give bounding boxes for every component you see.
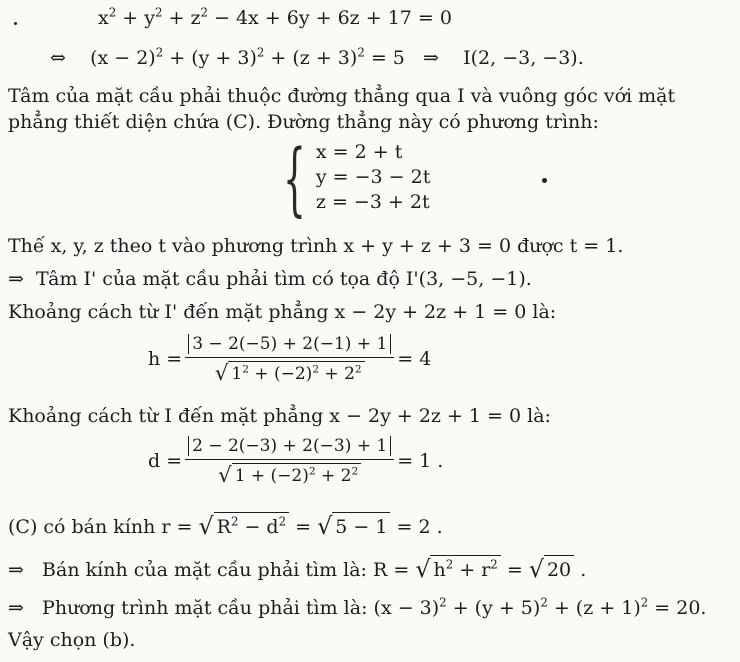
param-x: x = 2 + t: [315, 141, 403, 163]
equation-sphere-canonical: ⇔ $(x - 2)^2 + (y + 3)^2 + (z + 3)^2 = 5$ ⇒ I(2, −3, −3).: [50, 45, 584, 69]
paragraph-center-line-2: phẳng thiết diện chứa (C). Đường thẳng này có phương trình:: [8, 111, 599, 133]
fraction-d: 2 − 2(−3) + 2(−3) + 1 √ $1 + (-2)^2 + 2^2$: [185, 436, 394, 487]
scan-dot-right: [542, 178, 547, 183]
paragraph-sphere-equation: ⇒ Phương trình mặt cầu phải tìm là: $(x - 3)^2 + (y + 5)^2 + (z + 1)^2 = 20$.: [8, 595, 707, 619]
formula-h: h = 3 − 2(−5) + 2(−1) + 1 √ $1^2 + (-2)^2 + 2^2$ = 4: [148, 334, 432, 386]
scan-dot-left: [14, 22, 17, 25]
equation-sphere: $x^2 + y^2 + z^2 - 4x + 6y + 6z + 17 = 0$: [98, 5, 452, 29]
paragraph-answer: Vậy chọn (b).: [8, 629, 136, 651]
paragraph-center-line-1: Tâm của mặt cầu phải thuộc đường thẳng qua I và vuông góc với mặt: [8, 85, 676, 107]
param-y: y = −3 − 2t: [315, 166, 431, 188]
paragraph-substitute: Thế x, y, z theo t vào phương trình x + y + z + 3 = 0 được t = 1.: [8, 235, 624, 257]
paragraph-distance-h: Khoảng cách từ I' đến mặt phẳng x − 2y + 2z + 1 = 0 là:: [8, 301, 557, 323]
brace: {: [283, 132, 306, 225]
paragraph-radius-r: (C) có bán kính r = √ $R^2 - d^2$ = √ 5 − 1 = 2 .: [8, 512, 443, 541]
fraction-h: 3 − 2(−5) + 2(−1) + 1 √ $1^2 + (-2)^2 + 2^2$: [185, 334, 394, 385]
paragraph-radius-R: ⇒ Bán kính của mặt cầu phải tìm là: R = √ $h^2 + r^2$ = √ 20 .: [8, 555, 587, 584]
paragraph-distance-d: Khoảng cách từ I đến mặt phẳng x − 2y + 2z + 1 = 0 là:: [8, 405, 551, 427]
formula-d: d = 2 − 2(−3) + 2(−3) + 1 √ $1 + (-2)^2 + 2^2$ = 1 .: [148, 436, 444, 488]
param-z: z = −3 + 2t: [315, 191, 430, 213]
paragraph-new-center: ⇒ Tâm I' của mặt cầu phải tìm có tọa độ I'(3, −5, −1).: [8, 268, 532, 290]
parametric-system: [283, 132, 431, 225]
